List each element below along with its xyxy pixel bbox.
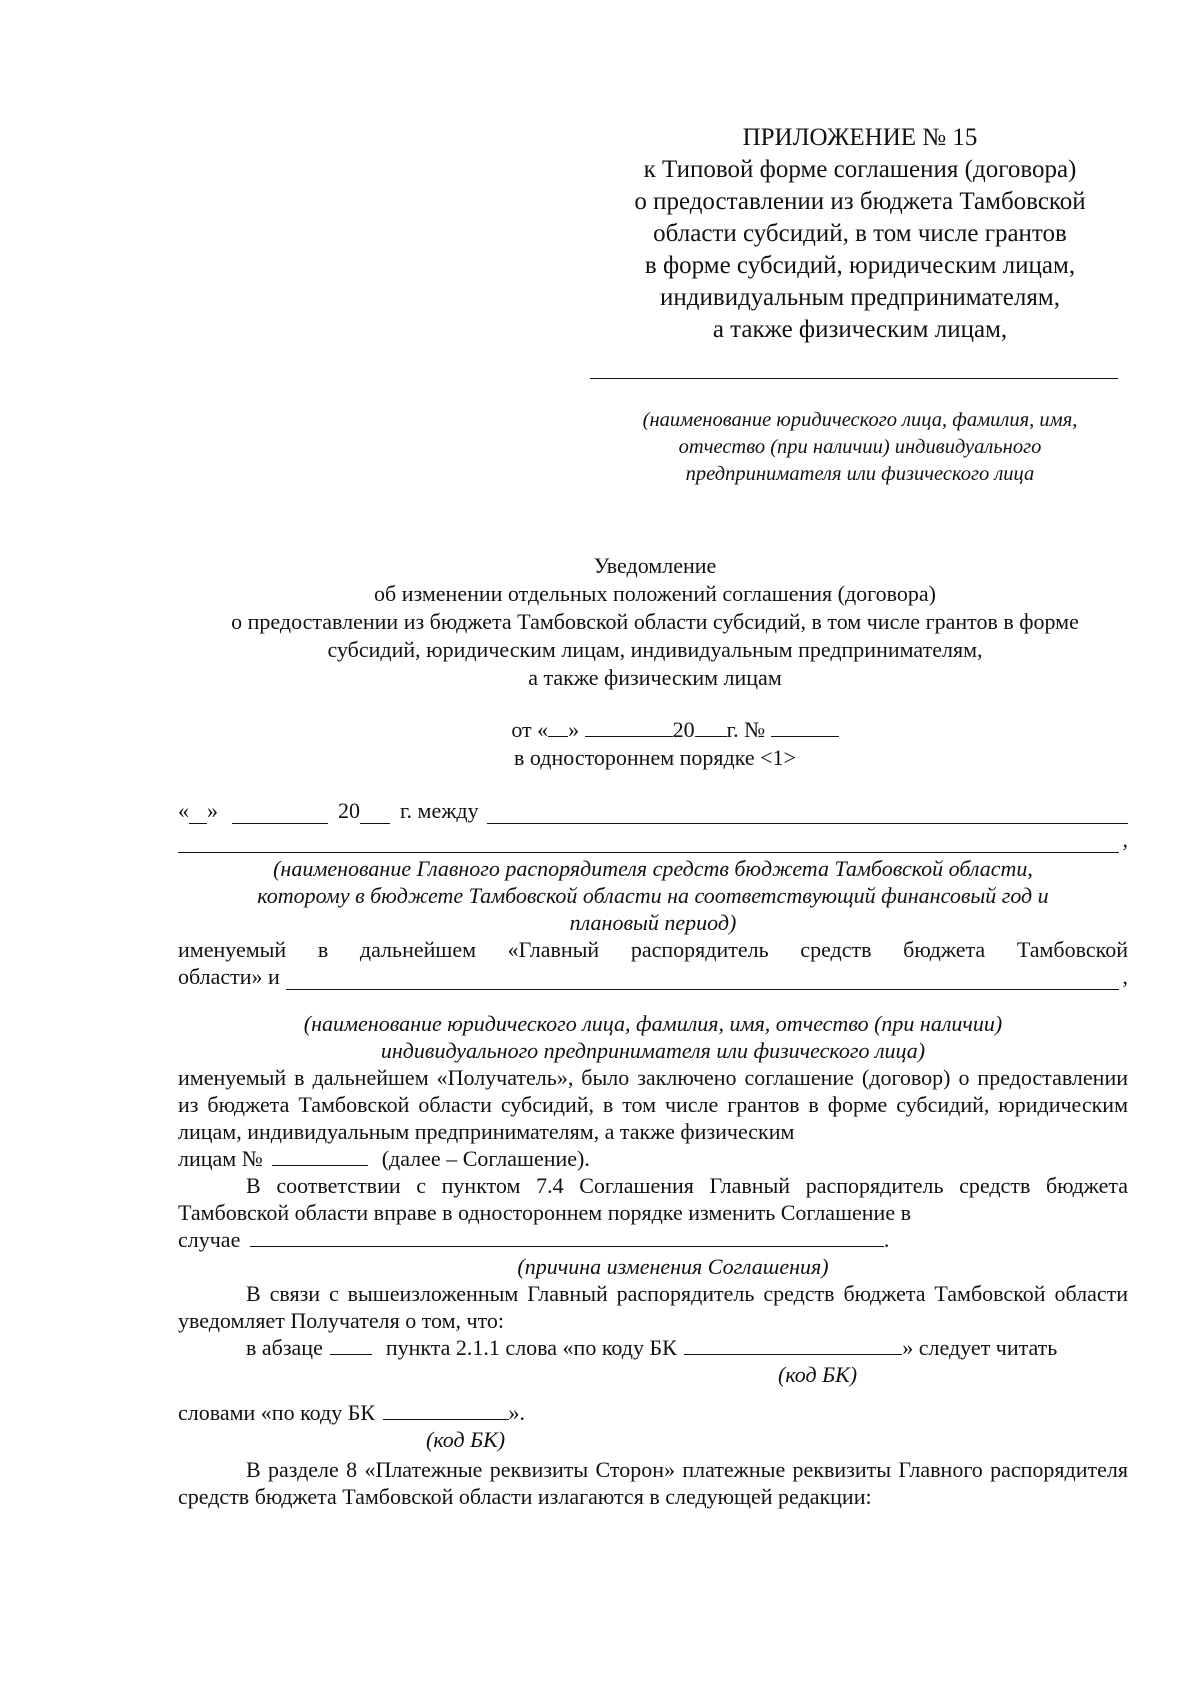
recipient-caption (585, 407, 1135, 488)
named-grantor-line-2 (178, 963, 1128, 990)
appendix-line: индивидуальным предпринимателям, (660, 284, 1060, 311)
notice-line: а также физическим лицам (528, 665, 782, 690)
grantor-blank (487, 803, 1128, 824)
abzac-line (246, 1334, 1128, 1361)
comma: , (1122, 827, 1128, 852)
old-bk-code-blank (684, 1334, 902, 1355)
notice-line: субсидий, юридическим лицам, индивидуальным предпринимателям, (327, 637, 983, 662)
appendix-line: о предоставлении из бюджета Тамбовской (634, 188, 1086, 215)
notice-date-line (175, 716, 1135, 744)
month-blank (585, 716, 673, 737)
between-label: г. между (400, 798, 479, 823)
clause-text: пункта 2.1.1 слова «по коду БК (385, 1335, 677, 1360)
recipient-caption-2 (178, 1010, 1128, 1064)
grantor-caption (178, 855, 1128, 936)
reason-blank (250, 1226, 884, 1247)
recipient-blank-line (590, 378, 1118, 379)
year-blank (360, 803, 390, 824)
appendix-title: ПРИЛОЖЕНИЕ № 15 (742, 124, 978, 151)
case-label: случае (178, 1227, 241, 1252)
read-as-text: » следует читать (902, 1335, 1058, 1360)
notice-line: об изменении отдельных положений соглашения (договора) (374, 581, 936, 606)
words-line (178, 1399, 1128, 1426)
area-and-label: области» и (178, 964, 280, 989)
caption-line: предпринимателя или физического лица (685, 463, 1035, 485)
open-quote: « (178, 798, 189, 823)
day-blank (548, 716, 568, 737)
recipient-blank (286, 969, 1119, 990)
party-line (178, 797, 1128, 824)
clause-74-paragraph: В соответствии с пунктом 7.4 Соглашения Главный распорядитель средств бюджета Тамбовской области вправе в одностороннем порядке изменить Соглашение в (178, 1173, 1128, 1225)
appendix-header (585, 122, 1135, 346)
agreement-number-blank (272, 1145, 368, 1166)
hereinafter-text: (далее – Соглашение). (381, 1146, 590, 1171)
notice-line: о предоставлении из бюджета Тамбовской области субсидий, в том числе грантов в форме (231, 609, 1079, 634)
new-bk-code-blank (383, 1399, 509, 1420)
caption-line: (наименование юридического лица, фамилия, имя, (642, 409, 1078, 431)
agreement-number-line (178, 1145, 1128, 1172)
notice-title-block (175, 552, 1135, 692)
old-bk-caption: (код БК) (778, 1362, 858, 1387)
date-from-label: от « (511, 717, 549, 742)
unilateral-note: в одностороннем порядке <1> (514, 745, 796, 770)
appendix-line: области субсидий, в том числе грантов (653, 220, 1067, 247)
case-line (178, 1226, 1128, 1253)
number-label: г. № (726, 717, 766, 742)
year-prefix: 20 (338, 798, 360, 823)
period: . (883, 1227, 890, 1252)
caption-line: индивидуального предпринимателя или физического лица) (380, 1038, 926, 1063)
named-recipient-paragraph: именуемый в дальнейшем «Получатель», было заключено соглашение (договор) о предоставлении из бюджета Тамбовской области субсидий, в том числе грантов в форме субсидий, юридическим лицам, индивидуальным предпринимателям, а также физическим (178, 1065, 1128, 1144)
year-blank (695, 716, 727, 737)
named-grantor-line: именуемый в дальнейшем «Главный распорядитель средств бюджета Тамбовской (178, 937, 1128, 962)
notice-title: Уведомление (593, 553, 717, 578)
paragraph-label: в абзаце (246, 1335, 323, 1360)
grantor-blank-2 (178, 832, 1119, 853)
year-prefix: 20 (672, 717, 695, 742)
caption-line: (наименование Главного распорядителя средств бюджета Тамбовской области, (273, 856, 1033, 881)
caption-line: отчество (при наличии) индивидуального (678, 436, 1042, 458)
reason-caption: (причина изменения Соглашения) (517, 1254, 829, 1279)
caption-line: которому в бюджете Тамбовской области на соответствующий финансовый год и (257, 883, 1049, 908)
grantor-line-2 (178, 826, 1128, 853)
caption-line: (наименование юридического лица, фамилия, имя, отчество (при наличии) (303, 1011, 1003, 1036)
notice-date-block (175, 716, 1135, 772)
day-blank (189, 803, 207, 824)
comma: , (1122, 964, 1128, 989)
date-close-quote: » (568, 717, 580, 742)
number-blank (771, 716, 839, 737)
caption-line: плановый период) (569, 910, 737, 935)
paragraph-number-blank (330, 1334, 372, 1355)
words-label: словами «по коду БК (178, 1400, 376, 1425)
close-quote: » (207, 798, 218, 823)
month-blank (232, 803, 328, 824)
closing-quote: ». (508, 1400, 526, 1425)
appendix-line: а также физическим лицам, (712, 316, 1008, 343)
section-8-paragraph: В разделе 8 «Платежные реквизиты Сторон» платежные реквизиты Главного распорядителя средств бюджета Тамбовской области излагаются в следующей редакции: (178, 1457, 1128, 1509)
new-bk-caption: (код БК) (426, 1427, 506, 1452)
document-body (178, 797, 1128, 1510)
number-label: лицам № (178, 1146, 263, 1171)
appendix-line: в форме субсидий, юридическим лицам, (644, 252, 1076, 279)
appendix-line: к Типовой форме соглашения (договора) (643, 156, 1077, 183)
notify-paragraph: В связи с вышеизложенным Главный распорядитель средств бюджета Тамбовской области уведомляет Получателя о том, что: (178, 1281, 1128, 1333)
